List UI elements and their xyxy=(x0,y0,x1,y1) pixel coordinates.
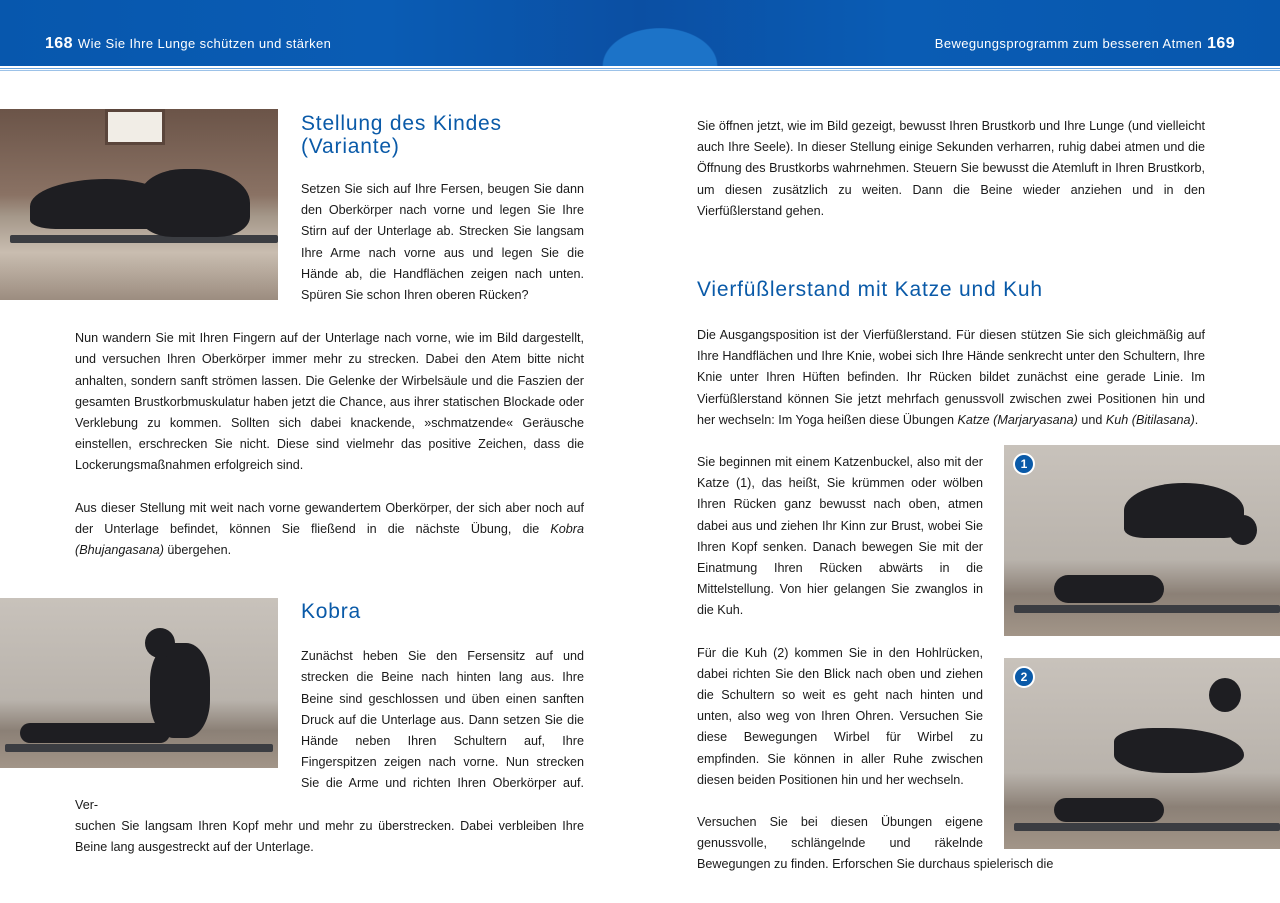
text: Die Ausgangsposition ist der Vierfüßlerstand. Für diesen stützen Sie sich gleichmäßig auf Ihre Handflächen und Ihre Knie, wobei sich Ihre Hände senkrecht unter den Schultern, Ihre Knie unter Ihren Hüften befinden. Ihr Rücken bildet zunächst eine gerade Linie. Im Vierfüßlerstand können Sie jetzt mehrfach genussvoll zwischen zwei Positionen hin und her wechseln: Im Yoga heißen diese Übungen xyxy=(697,328,1205,427)
cobra-pose-photo xyxy=(0,598,278,768)
paragraph: Setzen Sie sich auf Ihre Fersen, beugen Sie dann den Oberkörper nach vorne und legen Sie Ihre Stirn auf der Unterlage ab. Strecken Sie langsam Ihre Arme nach vorne aus und legen Sie die Hände ab, die Handflächen zeigen nach unten. Spüren Sie schon Ihren oberen Rücken? xyxy=(301,182,584,303)
text: . xyxy=(1194,412,1199,427)
heading-child-pose: Stellung des Kindes (Variante) xyxy=(301,112,502,158)
paragraph: Für die Kuh (2) kommen Sie in den Hohlrücken, dabei richten Sie den Blick nach oben und ziehen die Schultern so weit es geht nach hinten und unten, also weg von Ihren Ohren. Versuchen Sie diese Bewegungen Wirbel für Wirbel zu empfinden. Sie können in aller Ruhe zwischen diesen beiden Positionen hin und her wechseln. xyxy=(697,645,983,787)
right-page-column xyxy=(697,116,1205,876)
left-page-column xyxy=(75,109,584,858)
header-rule xyxy=(0,66,1280,69)
text: übergehen. xyxy=(163,543,232,558)
cat-pose-photo xyxy=(1004,445,1280,636)
header-decoration xyxy=(560,0,760,66)
right-running-head xyxy=(935,35,1240,53)
paragraph: Versuchen Sie bei diesen Übungen eigene genussvolle, schlängelnde und räkelnde Bewegungen zu finden. Erforschen Sie durchaus spielerisch die xyxy=(697,815,1054,872)
paragraph: Zunächst heben Sie den Fersensitz auf und strecken die Beine nach hinten lang aus. Ihre Beine sind geschlossen und üben einen sanften Druck auf die Unterlage aus. Dann setzen Sie die Hände neben Ihren Schultern auf, Ihre Fingerspitzen zeigen nach vorne. Nun strecken Sie die Arme und richten Ihren Oberkörper auf. Ver- xyxy=(75,649,584,812)
text: Aus dieser Stellung mit weit nach vorne gewandertem Oberkörper, der sich aber noch auf der Unterlage befindet, können Sie fließend in die nächste Übung, die xyxy=(75,500,584,536)
cow-pose-photo xyxy=(1004,658,1280,849)
paragraph xyxy=(75,498,584,562)
paragraph: Nun wandern Sie mit Ihren Fingern auf der Unterlage nach vorne, wie im Bild dargestellt, und versuchen Ihren Oberkörper immer mehr zu strecken. Dabei den Atem bitte nicht anhalten, sondern sanft strömen lassen. Die Gelenke der Wirbelsäule und die Faszien der gesamten Brustkorbmuskulatur haben jetzt die Chance, aus ihrer statischen Blockade oder Verklebung zu kommen. Sollten sich dabei knackende, »schmatzende« Geräusche einstellen, erschrecken Sie nicht. Diese sind vielmehr das positive Zeichen, dass die Lockerungsmaßnahmen erfolgreich sind. xyxy=(75,331,584,473)
text: und xyxy=(1077,412,1106,427)
italic-term: Kobra (Bhujangasana) xyxy=(75,521,584,558)
paragraph: Sie beginnen mit einem Katzenbuckel, also mit der Katze (1), das heißt, Sie krümmen oder wölben Ihren Rücken ganz bewusst nach oben, atmen dabei aus und ziehen Ihr Kinn zur Brust, wobei Sie Ihren Kopf senken. Danach bewegen Sie mit der Einatmung Ihren Rücken abwärts in die Mittelstellung. Von hier gelangen Sie zwanglos in die Kuh. xyxy=(697,455,983,618)
child-pose-photo xyxy=(0,109,278,300)
header-rule-thin xyxy=(0,70,1280,71)
heading-cobra: Kobra xyxy=(301,600,362,624)
paragraph: Sie öffnen jetzt, wie im Bild gezeigt, bewusst Ihren Brustkorb und Ihre Lunge (und vielleicht auch Ihre Seele). In dieser Stellung einige Sekunden verharren, ruhig dabei atmen und die Öffnung des Brustkorbs wahrnehmen. Steuern Sie bewusst die Atemluft in Ihren Brustkorb, um diesen zusätzlich zu weiten. Dann die Beine wieder anziehen und in den Vierfüßlerstand gehen. xyxy=(697,119,1205,218)
right-page-number: 169 xyxy=(1207,35,1235,52)
italic-term: Kuh (Bitilasana) xyxy=(1105,412,1195,427)
left-page-number: 168 xyxy=(45,35,73,52)
paragraph xyxy=(697,325,1205,431)
running-header xyxy=(0,0,1280,66)
paragraph: suchen Sie langsam Ihren Kopf mehr und mehr zu überstrecken. Dabei verbleiben Ihre Beine lang ausgestreckt auf der Unterlage. xyxy=(75,818,584,855)
figure-number-badge: 2 xyxy=(1013,666,1035,688)
italic-term: Katze (Marjaryasana) xyxy=(957,412,1078,427)
cat-cow-photos xyxy=(1004,445,1280,849)
figure-number-badge: 1 xyxy=(1013,453,1035,475)
right-chapter-title: Bewegungsprogramm zum besseren Atmen xyxy=(934,36,1203,51)
left-chapter-title: Wie Sie Ihre Lunge schützen und stärken xyxy=(77,36,332,51)
left-running-head xyxy=(40,35,331,53)
heading-cat-cow: Vierfüßlerstand mit Katze und Kuh xyxy=(697,278,1043,302)
